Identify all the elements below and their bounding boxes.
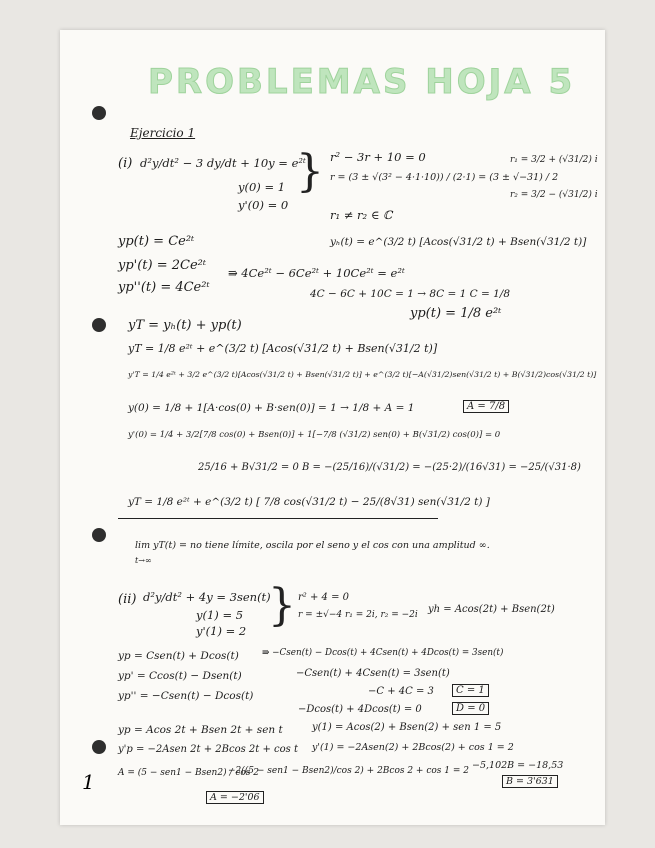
binder-hole — [92, 318, 106, 332]
particular-solution: yp(t) = Ce²ᵗ — [118, 234, 195, 249]
homogeneous-solution: yh = Acos(2t) + Bsen(2t) — [428, 604, 555, 615]
total-solution-definition: yT = yₕ(t) + yp(t) — [128, 318, 242, 333]
substituted-equation: −2((5 − sen1 − Bsen2)/cos 2) + 2Bcos 2 + cos 1 = 2 — [228, 766, 469, 776]
final-solution: yT = 1/8 e²ᵗ + e^(3/2 t) [ 7/8 cos(√31/2 t) − 25/(8√31) sen(√31/2 t) ] — [128, 496, 490, 508]
result-B: B = 3'631 — [502, 775, 558, 788]
roots: r = ±√−4 r₁ = 2i, r₂ = −2i — [298, 610, 418, 620]
substitution: ⇛ 4Ce²ᵗ − 6Ce²ᵗ + 10Ce²ᵗ = e²ᵗ — [228, 266, 405, 280]
particular-derivative: yp' = Ccos(t) − Dsen(t) — [118, 670, 242, 682]
condition-y0-prime: y'(0) = 1/4 + 3/2[7/8 cos(0) + Bsen(0)] + 1[−7/8 (√31/2) sen(0) + B(√31/2) cos(0)] = 0 — [128, 430, 501, 440]
condition-y1-prime: y'(1) = −2Asen(2) + 2Bcos(2) + cos 1 = 2 — [312, 742, 514, 753]
section-heading: Ejercicio 1 — [130, 126, 196, 140]
characteristic-equation: r² − 3r + 10 = 0 — [330, 150, 426, 164]
initial-condition: y'(0) = 0 — [238, 198, 289, 212]
roots-distinct: r₁ ≠ r₂ ∈ ℂ — [330, 208, 393, 222]
characteristic-equation: r² + 4 = 0 — [298, 592, 349, 603]
limit-conclusion: lim yT(t) = no tiene límite, oscila por el seno y el cos con una amplitud ∞. — [135, 540, 490, 551]
condition-y1: y(1) = Acos(2) + Bsen(2) + sen 1 = 5 — [312, 722, 502, 733]
ode: d²y/dt² − 3 dy/dt + 10y = e²ᵗ — [140, 156, 306, 170]
result-A: A = 7/8 — [463, 400, 509, 413]
initial-condition: y(0) = 1 — [238, 180, 286, 194]
total-solution: yT = 1/8 e²ᵗ + e^(3/2 t) [Acos(√31/2 t) + Bsen(√31/2 t)] — [128, 342, 438, 355]
result-C: C = 1 — [452, 684, 489, 697]
binder-hole — [92, 740, 106, 754]
limit-subscript: t→∞ — [135, 556, 152, 565]
initial-condition: y(1) = 5 — [196, 608, 244, 622]
part-label: (ii) — [118, 592, 137, 607]
condition-y0: y(0) = 1/8 + 1[A·cos(0) + B·sen(0)] = 1 → 1/8 + A = 1 — [128, 402, 415, 414]
expression-A: A = (5 − sen1 − Bsen2) / cos 2 — [118, 768, 260, 778]
final-underline — [118, 518, 438, 519]
root-1: r₁ = 3/2 + (√31/2) i — [510, 155, 598, 165]
brace: } — [296, 146, 324, 197]
substitution: ⇛ −Csen(t) − Dcos(t) + 4Csen(t) + 4Dcos(t) = 3sen(t) — [262, 648, 504, 658]
page-title: PROBLEMAS HOJA 5 — [148, 62, 576, 102]
result-B: 25/16 + B√31/2 = 0 B = −(25/16)/(√31/2) = −(25·2)/(16√31) = −25/(√31·8) — [198, 462, 581, 473]
homogeneous-solution: yₕ(t) = e^(3/2 t) [Acos(√31/2 t) + Bsen(√31/2 t)] — [330, 236, 587, 248]
equation-C: −C + 4C = 3 — [368, 686, 434, 697]
part-label: (i) — [118, 156, 133, 171]
substitution-sin: −Csen(t) + 4Csen(t) = 3sen(t) — [296, 668, 450, 679]
substitution-cos: −Dcos(t) + 4Dcos(t) = 0 — [298, 704, 422, 715]
roots-formula: r = (3 ± √(3² − 4·1·10)) / (2·1) = (3 ± √−31) / 2 — [330, 172, 559, 183]
particular-second-derivative: yp'' = −Csen(t) − Dcos(t) — [118, 690, 254, 702]
initial-condition: y'(1) = 2 — [196, 624, 247, 638]
general-solution: yp = Acos 2t + Bsen 2t + sen t — [118, 724, 283, 736]
particular-derivative: yp'(t) = 2Ce²ᵗ — [118, 258, 207, 273]
equation-B: −5,102B = −18,53 — [472, 760, 564, 771]
total-derivative: y'T = 1/4 e²ᵗ + 3/2 e^(3/2 t)[Acos(√31/2 t) + Bsen(√31/2 t)] + e^(3/2 t)[−A(√31/2)sen(√31/2 t) + B(√31/2)cos(√31/2 t)] — [128, 370, 597, 379]
result-D: D = 0 — [452, 702, 489, 715]
binder-hole — [92, 106, 106, 120]
brace: } — [268, 580, 296, 631]
particular-result: yp(t) = 1/8 e²ᵗ — [410, 306, 502, 321]
coefficients: 4C − 6C + 10C = 1 → 8C = 1 C = 1/8 — [310, 288, 511, 300]
particular-solution: yp = Csen(t) + Dcos(t) — [118, 650, 239, 662]
ode: d²y/dt² + 4y = 3sen(t) — [143, 590, 271, 604]
page-number: 1 — [82, 770, 95, 794]
binder-hole — [92, 528, 106, 542]
result-A: A = −2'06 — [206, 791, 264, 804]
particular-second-derivative: yp''(t) = 4Ce²ᵗ — [118, 280, 210, 295]
root-2: r₂ = 3/2 − (√31/2) i — [510, 190, 598, 200]
general-derivative: y'p = −2Asen 2t + 2Bcos 2t + cos t — [118, 744, 298, 755]
